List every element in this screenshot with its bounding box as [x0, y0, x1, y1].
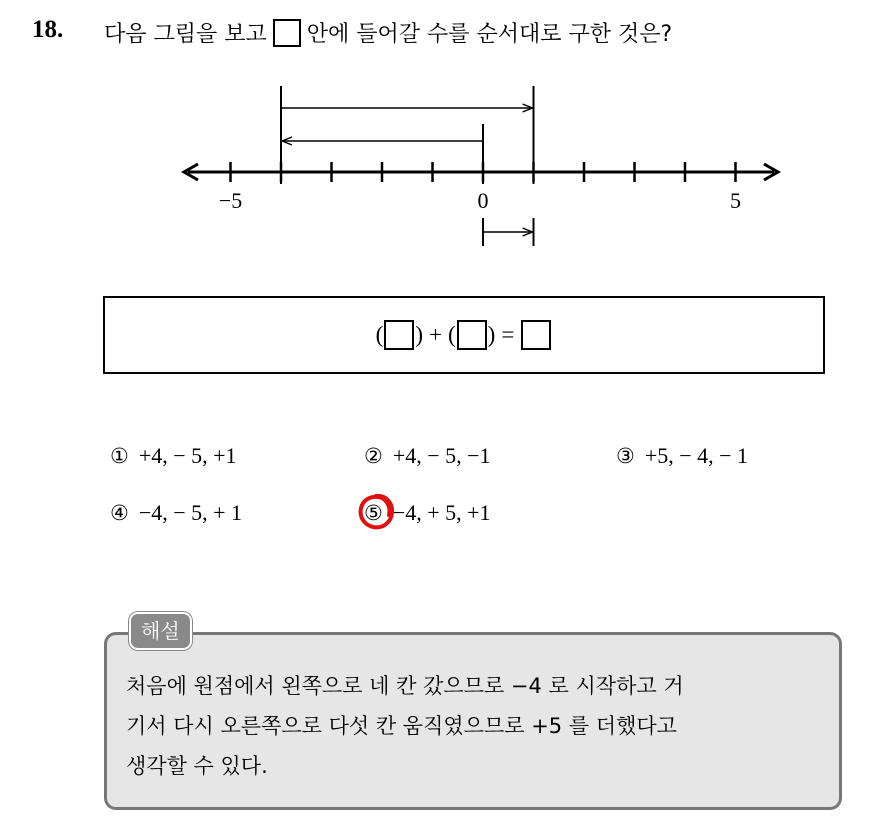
explanation-line-2: 기서 다시 오른쪽으로 다섯 칸 움직였으므로 +5 를 더했다고 — [126, 714, 677, 738]
equation-close-paren-2: ) — [487, 322, 496, 347]
choice-3-text: +5, − 4, − 1 — [644, 443, 749, 468]
choice-5[interactable] — [364, 500, 491, 526]
number-line-arrows — [281, 86, 534, 246]
answer-circle-icon — [356, 492, 396, 532]
explanation-line-1: 처음에 원점에서 왼쪽으로 네 칸 갔으므로 −4 로 시작하고 거 — [126, 674, 684, 698]
equation-box — [103, 296, 825, 374]
equation-open-paren-2: ( — [448, 322, 456, 347]
choice-1-mark: ① — [110, 444, 129, 468]
choice-5-mark-glyph: ⑤ — [364, 501, 383, 525]
choice-4-text: −4, − 5, + 1 — [138, 500, 243, 525]
equation-equals: = — [501, 322, 515, 347]
explanation-text — [126, 666, 826, 786]
equation-blank-1 — [384, 320, 414, 350]
choice-5-text: −4, + 5, +1 — [392, 500, 491, 525]
choice-1-text: +4, − 5, +1 — [138, 443, 237, 468]
equation-open-paren-1: ( — [375, 322, 384, 347]
question-text-before: 다음 그림을 보고 — [104, 22, 267, 47]
choice-5-mark — [364, 501, 383, 525]
choice-4[interactable] — [110, 500, 242, 526]
explanation-line-3: 생각할 수 있다. — [126, 754, 268, 778]
tick-label: −5 — [218, 188, 243, 213]
choice-2-mark: ② — [364, 444, 383, 468]
equation-plus: + — [429, 322, 442, 347]
question-text-after: 안에 들어갈 수를 순서대로 구한 것은? — [306, 22, 673, 47]
choice-4-mark: ④ — [110, 501, 129, 525]
tick-label: 0 — [477, 188, 489, 213]
tick-label: 5 — [730, 188, 741, 213]
question-number: 18. — [32, 16, 64, 43]
equation-blank-3 — [521, 320, 551, 350]
choice-3-mark: ③ — [616, 444, 635, 468]
choice-3[interactable] — [616, 443, 748, 469]
number-line-figure — [0, 0, 884, 260]
equation-blank-2 — [457, 320, 487, 350]
equation-close-paren-1: ) — [415, 322, 424, 347]
choice-1[interactable] — [110, 443, 237, 469]
choice-2[interactable] — [364, 443, 491, 469]
explanation-tab: 해설 — [129, 612, 192, 650]
choice-2-text: +4, − 5, −1 — [392, 443, 491, 468]
number-line-labels — [219, 188, 741, 213]
